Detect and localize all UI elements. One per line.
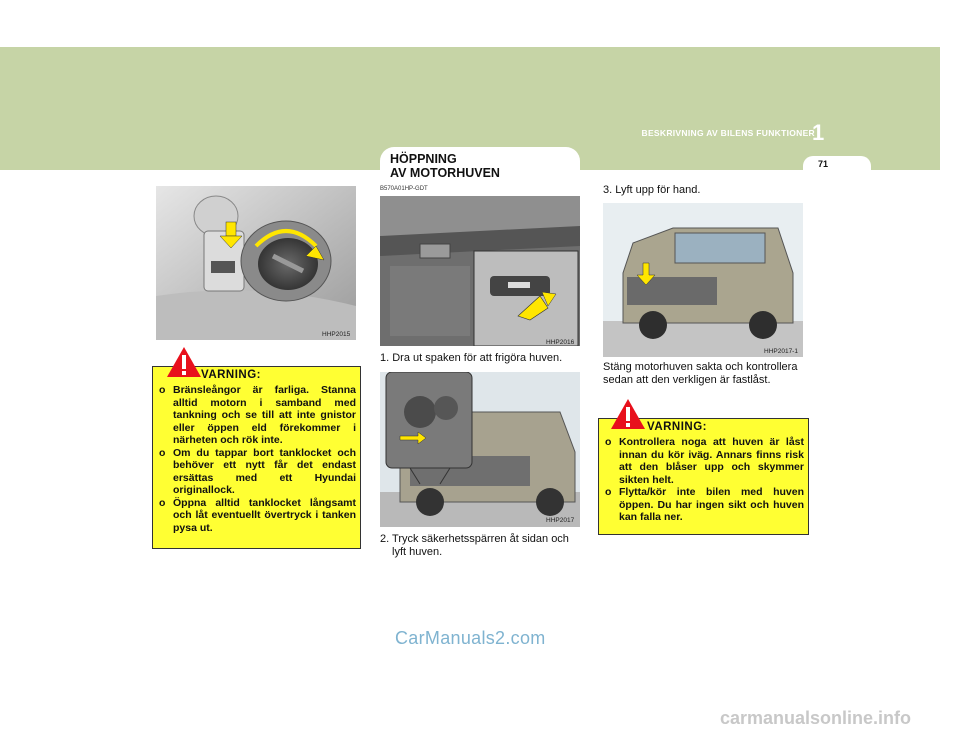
- warning-item: o Kontrollera noga att huven är låst innan du kör iväg. Annars finns risk att den blåser upp och skymmer sikten helt.: [605, 436, 804, 486]
- section-code: B570A01HP-GDT: [380, 186, 428, 192]
- safety-latch-illustration: [380, 372, 580, 527]
- step-1-text: 1. Dra ut spaken för att frigöra huven.: [380, 352, 563, 364]
- warning-item: o Flytta/kör inte bilen med huven öppen. Du har ingen sikt och huven kan falla ner.: [605, 486, 804, 523]
- section-title-line1: HÖPPNING: [390, 152, 457, 166]
- warning-list: [605, 436, 804, 524]
- step-2-line1: 2. Tryck säkerhetsspärren åt sidan och: [380, 533, 569, 545]
- chapter-number: 1: [812, 120, 825, 145]
- warning-item: o Öppna alltid tanklocket långsamt och låt eventuellt övertryck i tanken pysa ut.: [159, 496, 356, 534]
- section-title-line2: AV MOTORHUVEN: [390, 166, 500, 180]
- bullet: o: [605, 436, 612, 448]
- section-title: [390, 152, 500, 180]
- warning-box-hood: [598, 418, 809, 535]
- warning-item: o Om du tappar bort tanklocket och behöver ett nytt får det endast ersättas med ett Hyundai originallock.: [159, 446, 356, 496]
- bullet: o: [159, 384, 166, 396]
- footer-watermark[interactable]: carmanualsonline.info: [720, 708, 912, 728]
- warning-title: VARNING:: [201, 369, 262, 381]
- bullet: o: [605, 486, 612, 498]
- close-hood-note: Stäng motorhuven sakta och kontrollera sedan att den verkligen är fastlåst.: [603, 361, 798, 386]
- safety-latch-photo-label: HHP2017: [546, 517, 575, 524]
- lift-hood-photo: [603, 203, 803, 357]
- release-lever-photo: [380, 196, 580, 346]
- chapter-title: BESKRIVNING AV BILENS FUNKTIONER: [641, 128, 815, 138]
- lift-hood-illustration: [603, 203, 803, 357]
- warning-box-fuel: [152, 366, 361, 549]
- warning-triangle-icon: [610, 398, 646, 430]
- step-3-text: 3. Lyft upp för hand.: [603, 184, 701, 196]
- release-lever-illustration: [380, 196, 580, 346]
- step-2-text: [380, 533, 585, 559]
- fuel-cap-photo-label: HHP2015: [322, 331, 351, 338]
- fuel-cap-photo: [156, 186, 356, 340]
- warning-title: VARNING:: [647, 421, 708, 433]
- page-number: 71: [817, 159, 828, 169]
- lift-hood-photo-label: HHP2017-1: [764, 348, 798, 355]
- safety-latch-photo: [380, 372, 580, 527]
- warning-list: [159, 384, 356, 534]
- release-lever-photo-label: HHP2016: [546, 339, 575, 346]
- watermark-link[interactable]: CarManuals2.com: [395, 628, 546, 648]
- warning-item: o Bränsleångor är farliga. Stanna alltid motorn i samband med tankning och se till att inte gnistor eller öppen eld förekommer i närheten och rök inte.: [159, 384, 356, 446]
- step-2-line2: lyft huven.: [392, 546, 443, 558]
- bullet: o: [159, 496, 166, 509]
- warning-triangle-icon: [166, 346, 202, 378]
- bullet: o: [159, 446, 166, 459]
- fuel-cap-illustration: [156, 186, 356, 340]
